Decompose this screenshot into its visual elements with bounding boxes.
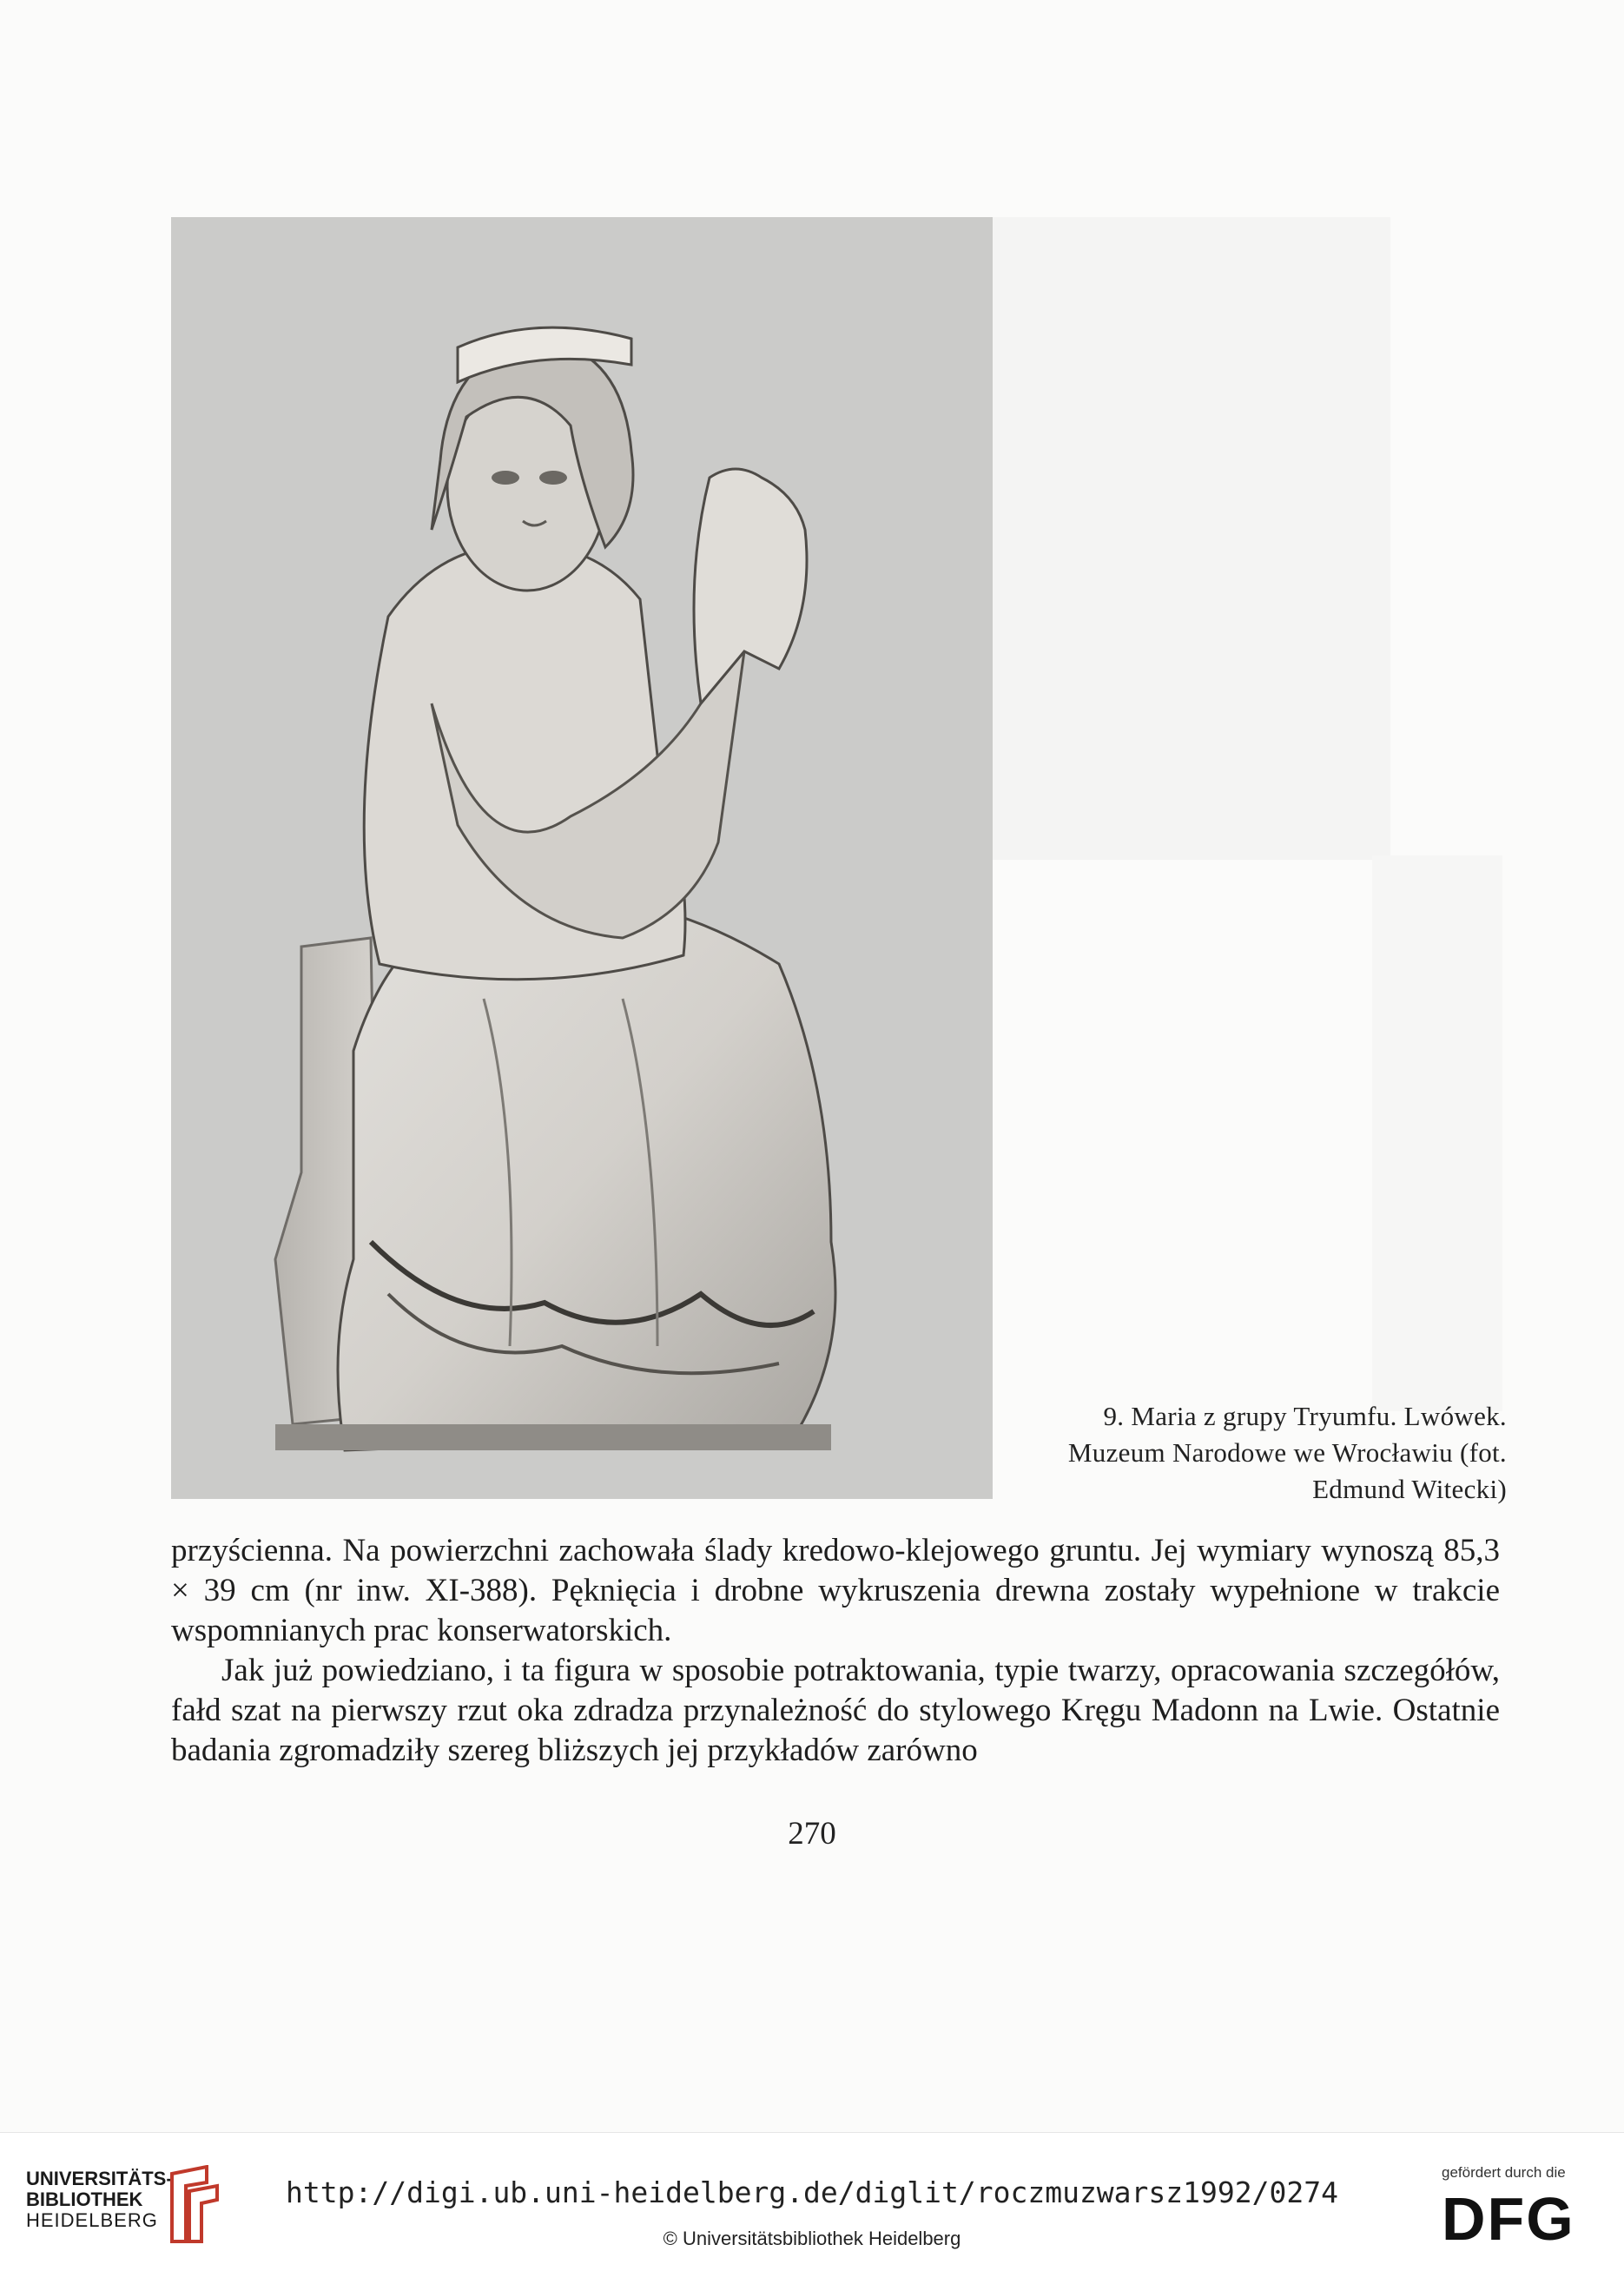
scan-shadow xyxy=(993,217,1390,860)
library-name-line: BIBLIOTHEK xyxy=(26,2188,143,2210)
paragraph: przyścienna. Na powierzchni zachowała ślady kredowo-klejowego gruntu. Jej wymiary wynoszą 85,3 × 39 cm (nr inw. XI-388). Pęknięcia i drobne wykruszenia drewna zostały wypełnione w trakcie wspomnianych prac konserwatorskich. xyxy=(171,1533,1500,1648)
caption-line: 9. Maria z grupy Tryumfu. Lwówek. xyxy=(1103,1401,1507,1431)
caption-line: Edmund Witecki) xyxy=(1312,1474,1507,1504)
caption-line: Muzeum Narodowe we Wrocławiu (fot. xyxy=(1067,1437,1507,1468)
paragraph: Jak już powiedziano, i ta figura w sposobie potraktowania, typie twarzy, opracowania szczegółów, fałd szat na pierwszy rzut oka zdradza przynależność do stylowego Kręgu Madonn na Lwie. Ostatnie badania zgromadziły szereg bliższych jej przykładów zarówno xyxy=(171,1653,1500,1768)
figure-caption xyxy=(1038,1398,1507,1508)
permalink-url[interactable]: http://digi.ub.uni-heidelberg.de/diglit/roczmuzwarsz1992/0274 xyxy=(286,2175,1338,2209)
library-name-line: HEIDELBERG xyxy=(26,2209,158,2231)
copyright-notice: © Universitätsbibliothek Heidelberg xyxy=(663,2228,961,2249)
figure-photo-madonna-sculpture xyxy=(171,217,993,1499)
page-number: 270 xyxy=(788,1816,836,1852)
dfg-logo: DFG xyxy=(1442,2185,1575,2253)
statue-illustration xyxy=(171,217,993,1499)
library-name-line: UNIVERSITÄTS- xyxy=(26,2168,173,2189)
funded-by-label: gefördert durch die xyxy=(1442,2164,1566,2181)
body-text xyxy=(171,1531,1500,1771)
scan-shadow xyxy=(1372,855,1502,1411)
